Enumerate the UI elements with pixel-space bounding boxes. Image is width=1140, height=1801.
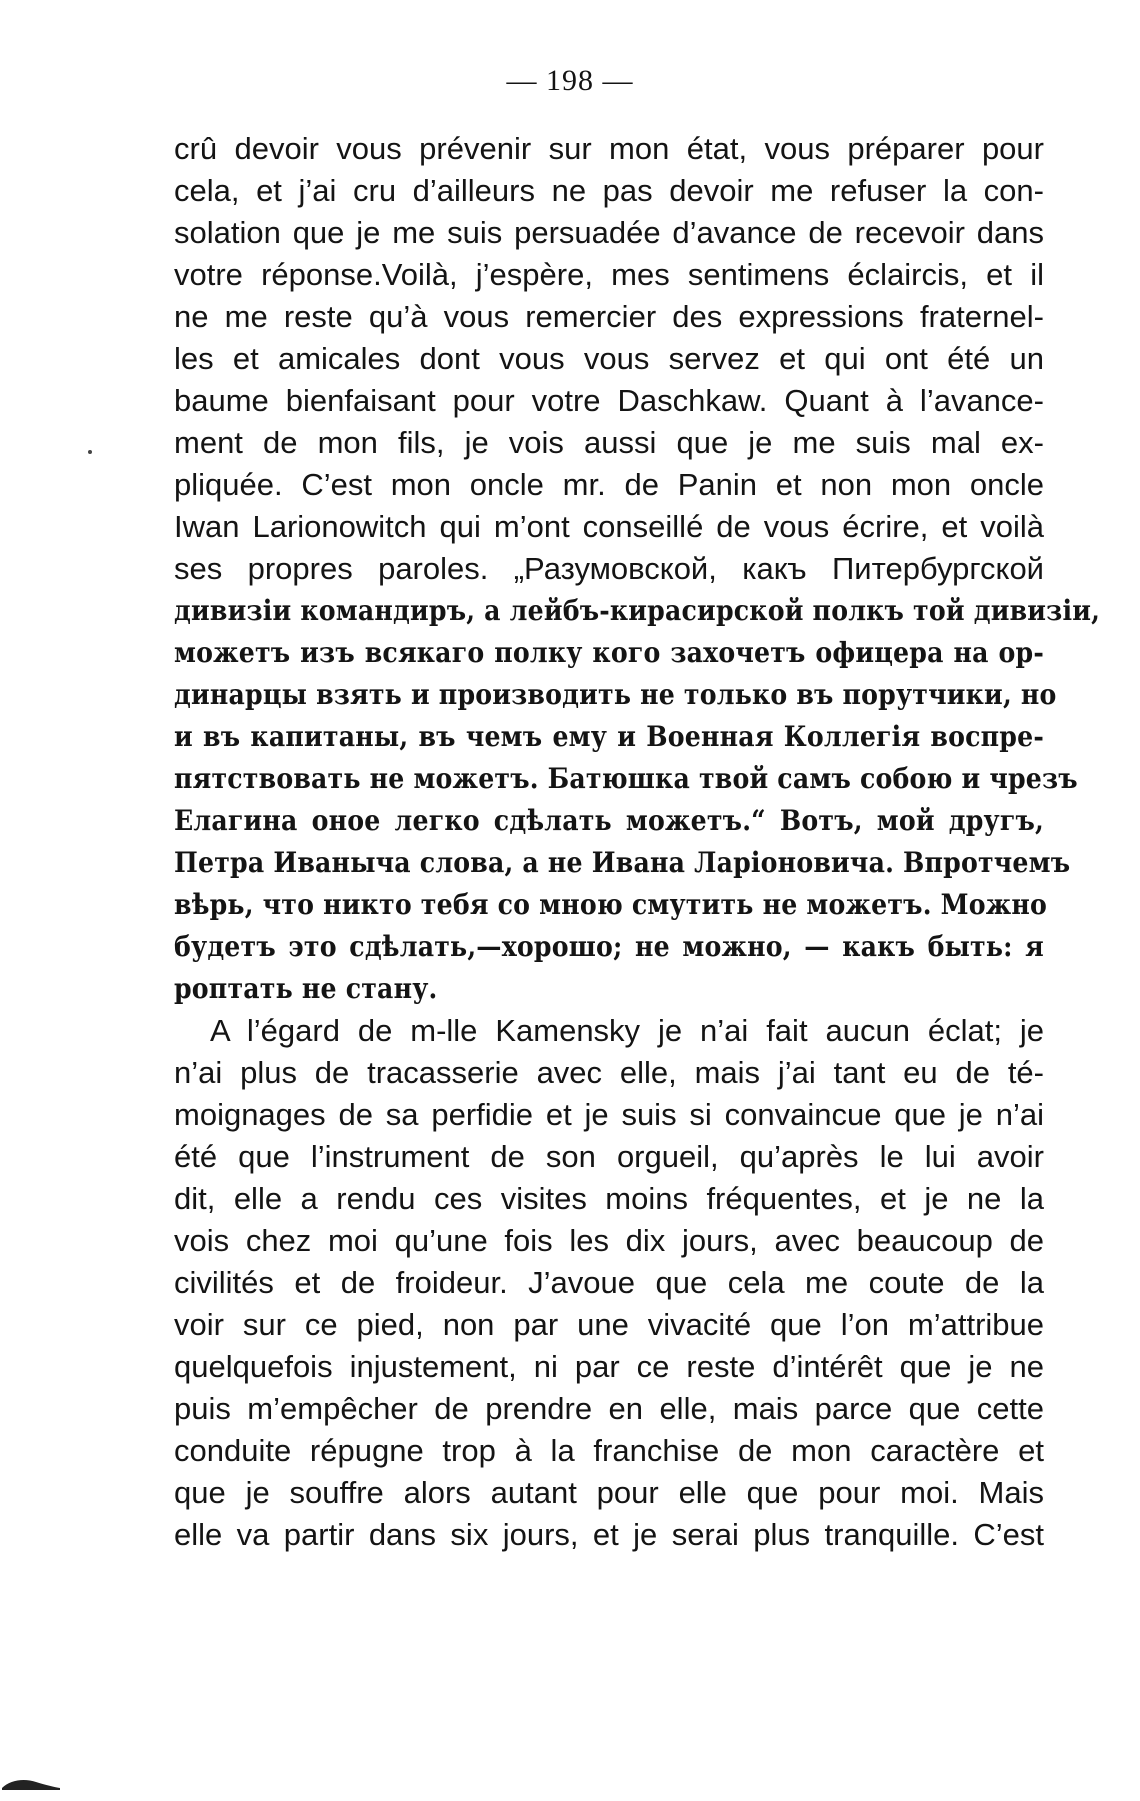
text-line: quelquefois injustement, ni par ce reste d’intérêt que je ne bbox=[174, 1349, 1044, 1384]
paragraph-start-line: A l’égard de m-lle Kamensky je n’ai fait aucun éclat; je bbox=[210, 1013, 1044, 1048]
text-line-cyrillic: динарцы взять и производить не только въ порутчики, но bbox=[174, 678, 1057, 711]
text-line-cyrillic: роптать не стану. bbox=[174, 972, 438, 1005]
text-line: n’ai plus de tracasserie avec elle, mais j’ai tant eu de té- bbox=[174, 1055, 1044, 1090]
text-line-cyrillic: будетъ это сдѣлать,—хорошо; не можно, — какъ быть: я bbox=[174, 930, 1044, 963]
text-line: ses propres paroles. „Разумовской, какъ Питербургской bbox=[174, 551, 1044, 586]
body-text bbox=[174, 128, 1101, 1556]
text-line: voir sur ce pied, non par une vivacité que l’on m’attribue bbox=[174, 1307, 1044, 1342]
text-line: pliquée. C’est mon oncle mr. de Panin et non mon oncle bbox=[174, 467, 1044, 502]
text-line: ment de mon fils, je vois aussi que je me suis mal ex- bbox=[174, 425, 1044, 460]
text-line: les et amicales dont vous vous servez et qui ont été un bbox=[174, 341, 1044, 376]
ink-smudge bbox=[0, 1774, 62, 1792]
text-line-cyrillic: Петра Иваныча слова, а не Ивана Ларіоновича. Впротчемъ bbox=[174, 846, 1071, 879]
margin-mark bbox=[88, 450, 92, 454]
page-number: — 198 — bbox=[506, 64, 634, 97]
text-line: été que l’instrument de son orgueil, qu’après le lui avoir bbox=[174, 1139, 1044, 1174]
text-line: puis m’empêcher de prendre en elle, mais parce que cette bbox=[174, 1391, 1044, 1426]
text-line: civilités et de froideur. J’avoue que cela me coute de la bbox=[174, 1265, 1044, 1300]
text-line-cyrillic: можетъ изъ всякаго полку кого захочетъ офицера на ор- bbox=[174, 636, 1044, 669]
text-line: moignages de sa perfidie et je suis si convaincue que je n’ai bbox=[174, 1097, 1044, 1132]
text-line: ne me reste qu’à vous remercier des expressions fraternel- bbox=[174, 299, 1044, 334]
text-line: que je souffre alors autant pour elle que pour moi. Mais bbox=[174, 1475, 1044, 1510]
text-line-cyrillic: дивизіи командиръ, а лейбъ-кирасирской полкъ той дивизіи, bbox=[174, 594, 1101, 627]
text-line: crû devoir vous prévenir sur mon état, vous préparer pour bbox=[174, 131, 1044, 166]
text-line: votre réponse.Voilà, j’espère, mes sentimens éclaircis, et il bbox=[174, 257, 1044, 292]
text-line: elle va partir dans six jours, et je serai plus tranquille. C’est bbox=[174, 1517, 1044, 1552]
text-line: dit, elle a rendu ces visites moins fréquentes, et je ne la bbox=[174, 1181, 1044, 1216]
text-line: baume bienfaisant pour votre Daschkaw. Quant à l’avance- bbox=[174, 383, 1044, 418]
text-line: vois chez moi qu’une fois les dix jours, avec beaucoup de bbox=[174, 1223, 1044, 1258]
text-line: cela, et j’ai cru d’ailleurs ne pas devoir me refuser la con- bbox=[174, 173, 1044, 208]
text-line-cyrillic: Елагина оное легко сдѣлать можетъ.“ Вотъ, мой другъ, bbox=[174, 804, 1044, 837]
text-line-cyrillic: пятствовать не можетъ. Батюшка твой самъ собою и чрезъ bbox=[174, 762, 1078, 795]
text-line: Iwan Larionowitch qui m’ont conseillé de vous écrire, et voilà bbox=[174, 509, 1044, 544]
text-line-cyrillic: вѣрь, что никто тебя со мною смутить не можетъ. Можно bbox=[174, 888, 1048, 921]
text-line: conduite répugne trop à la franchise de mon caractère et bbox=[174, 1433, 1044, 1468]
text-line: solation que je me suis persuadée d’avance de recevoir dans bbox=[174, 215, 1044, 250]
text-line-cyrillic: и въ капитаны, въ чемъ ему и Военная Коллегія воспре- bbox=[174, 720, 1044, 753]
